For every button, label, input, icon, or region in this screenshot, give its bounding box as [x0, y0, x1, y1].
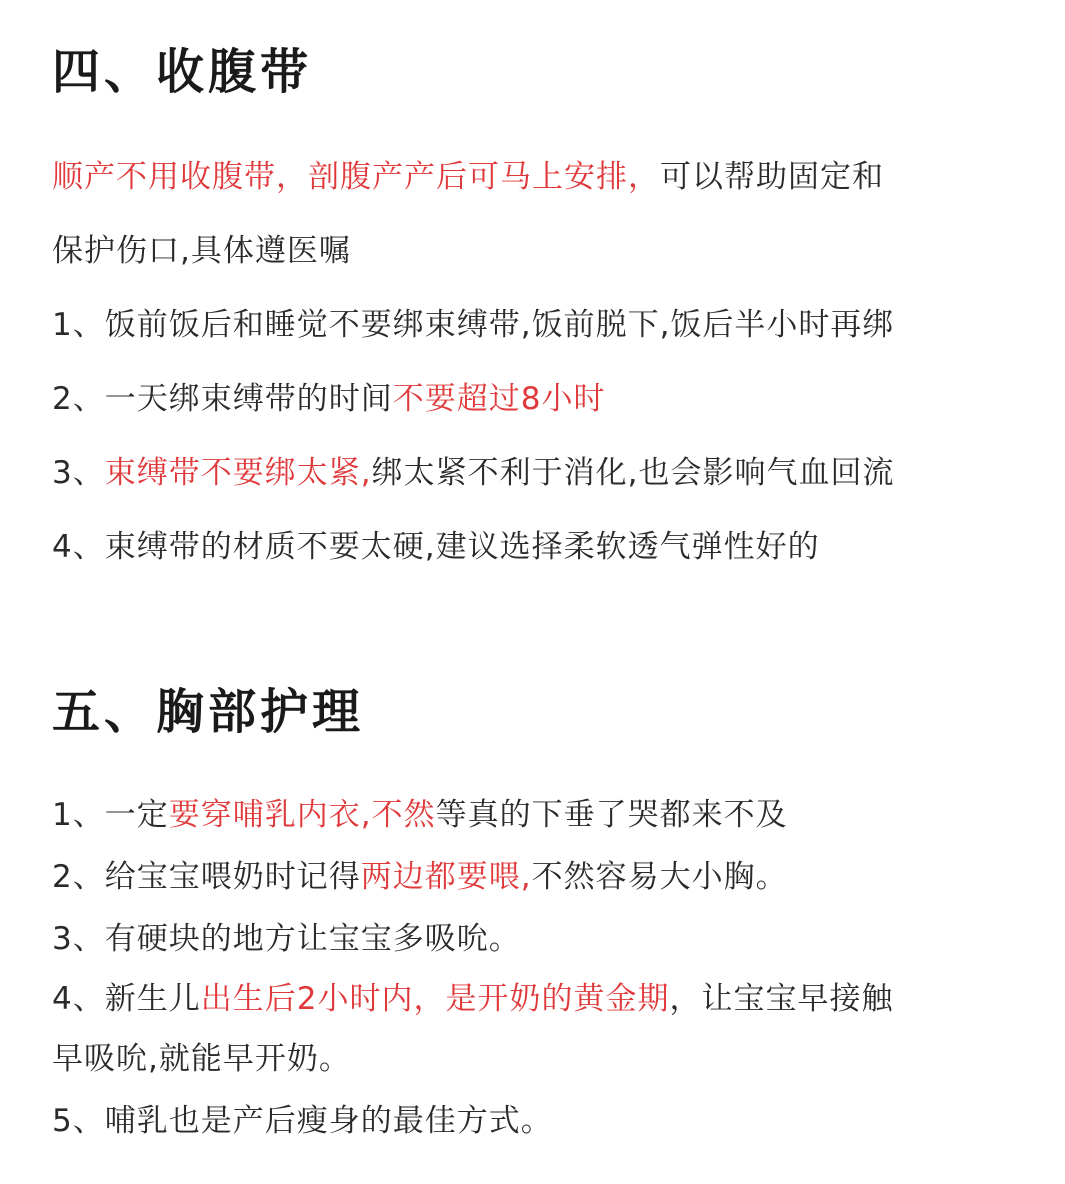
breast-care-item-2-highlight: 两边都要喂, [360, 859, 532, 895]
breast-care-item-5: 5、哺乳也是产后瘦身的最佳方式。 [52, 1103, 553, 1139]
breast-care-item-4-continued: 早吸吮,就能早开奶。 [52, 1041, 351, 1077]
binder-item-2-text: 2、一天绑束缚带的时间 [52, 381, 393, 417]
breast-care-item-4 [52, 981, 894, 1017]
breast-care-item-1-text: 等真的下垂了哭都来不及 [435, 797, 788, 833]
binder-item-3-highlight: 束缚带不要绑太紧, [104, 455, 372, 491]
binder-item-4: 4、束缚带的材质不要太硬,建议选择柔软透气弹性好的 [52, 529, 820, 565]
binder-item-2-highlight: 不要超过8小时 [392, 381, 606, 417]
intro-highlight: 顺产不用收腹带，剖腹产产后可马上安排， [52, 159, 660, 195]
section-title-breast-care: 五、胸部护理 [52, 684, 365, 740]
breast-care-item-1-highlight: 要穿哺乳内衣,不然 [168, 797, 436, 833]
binder-item-3 [52, 455, 895, 491]
intro-text: 可以帮助固定和 [660, 159, 884, 195]
breast-care-item-1-prefix: 1、一定 [52, 797, 169, 833]
breast-care-item-4-prefix: 4、新生儿 [52, 981, 201, 1017]
abdominal-binder-intro [52, 159, 884, 195]
binder-item-1: 1、饭前饭后和睡觉不要绑束缚带,饭前脱下,饭后半小时再绑 [52, 307, 895, 343]
breast-care-item-4-text: ，让宝宝早接触 [669, 981, 894, 1017]
breast-care-item-2 [52, 859, 788, 895]
breast-care-item-1 [52, 797, 788, 833]
breast-care-item-2-text: 不然容易大小胸。 [531, 859, 788, 895]
breast-care-item-4-highlight: 出生后2小时内，是开奶的黄金期 [200, 981, 670, 1017]
binder-item-3-text: 绑太紧不利于消化,也会影响气血回流 [371, 455, 895, 491]
binder-item-3-prefix: 3、 [52, 455, 105, 491]
breast-care-item-3: 3、有硬块的地方让宝宝多吸吮。 [52, 921, 521, 957]
binder-item-2 [52, 381, 606, 417]
section-title-abdominal-binder: 四、收腹带 [52, 44, 313, 100]
breast-care-item-2-prefix: 2、给宝宝喂奶时记得 [52, 859, 361, 895]
abdominal-binder-intro-continued: 保护伤口,具体遵医嘱 [52, 233, 351, 269]
